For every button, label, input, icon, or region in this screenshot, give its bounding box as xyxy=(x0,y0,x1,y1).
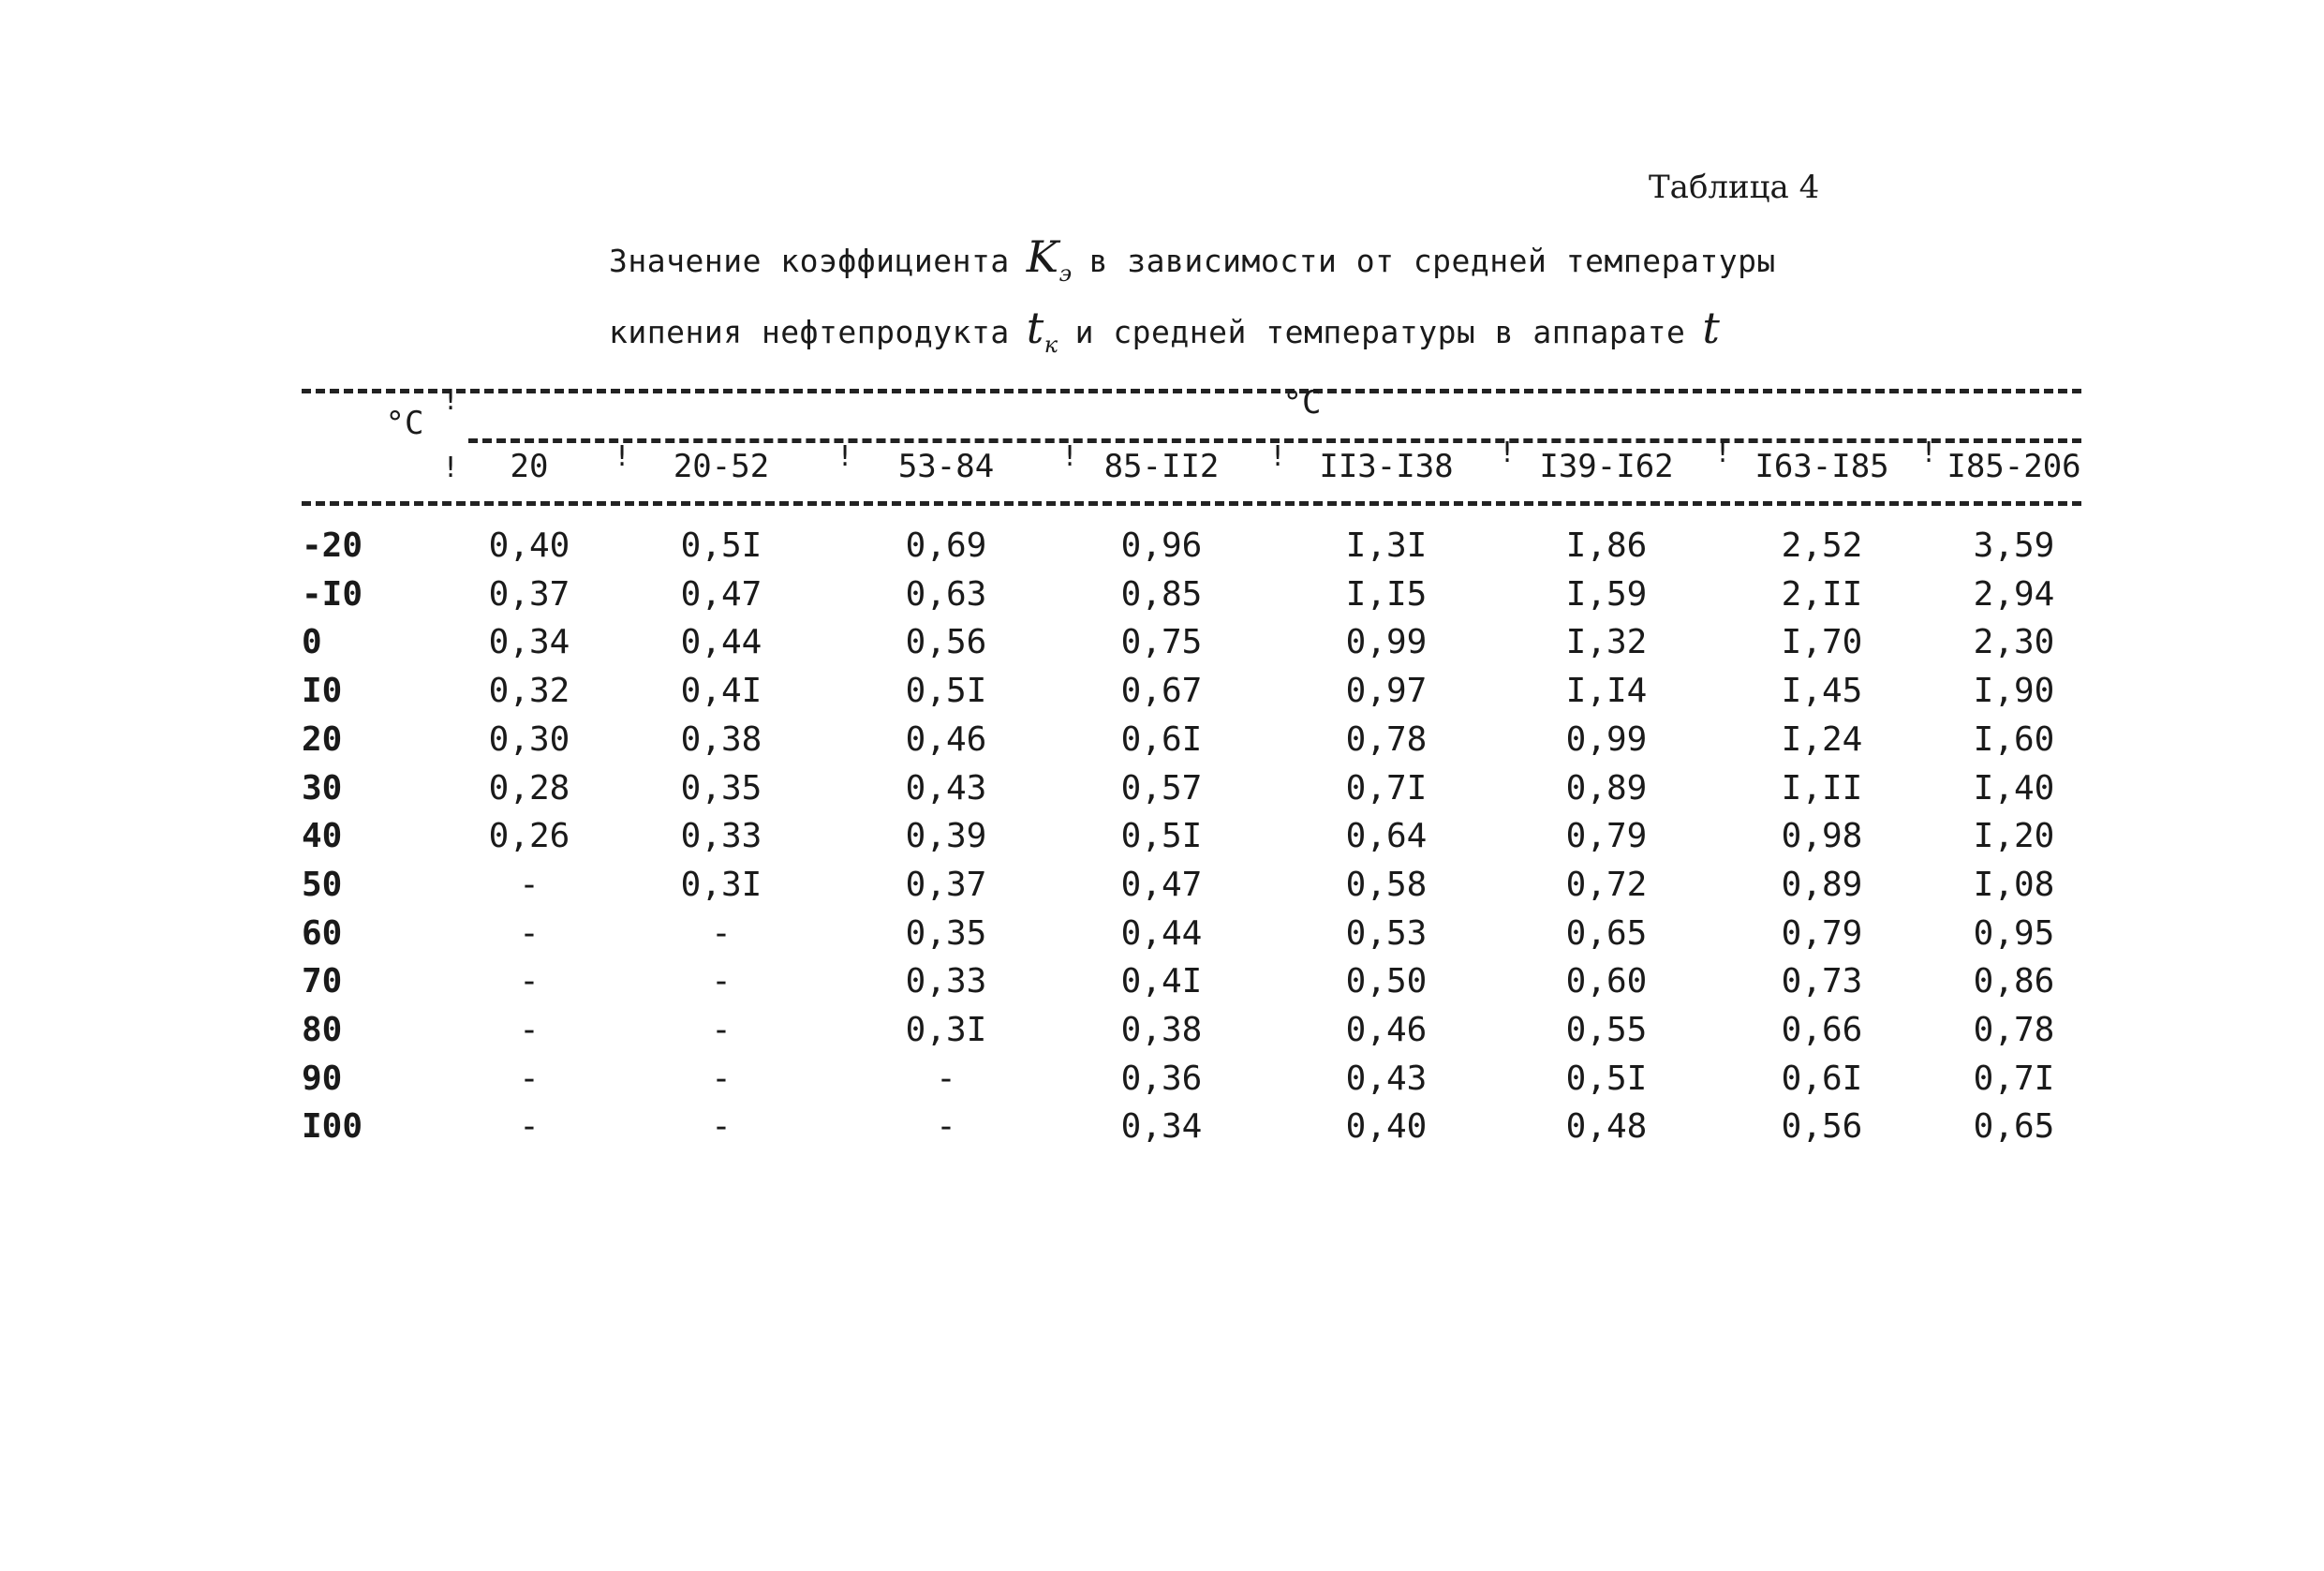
table-cell: 0,44 xyxy=(680,623,762,662)
table-cell: I,40 xyxy=(1973,768,2055,808)
table-cell: 0,32 xyxy=(488,672,570,711)
table-cell: 0,34 xyxy=(488,623,570,662)
table-top-rule xyxy=(302,389,2081,393)
table-cell: 0,5I xyxy=(680,526,762,565)
table-cell: 0,40 xyxy=(1345,1107,1428,1147)
table-cell: 0,53 xyxy=(1345,913,1428,953)
table-cell: 0,58 xyxy=(1345,865,1428,904)
column-separator: ! xyxy=(1499,437,1517,469)
table-cell: 0,95 xyxy=(1973,913,2055,953)
table-cell: I,60 xyxy=(1973,719,2055,759)
table-cell: 0,47 xyxy=(680,574,762,614)
table-cell: I,32 xyxy=(1565,623,1648,662)
table-cell: 0,46 xyxy=(905,719,987,759)
table-cell: I,59 xyxy=(1565,574,1648,614)
table-cell: I,I5 xyxy=(1345,574,1428,614)
row-temperature: 0 xyxy=(302,623,322,662)
column-header: 85-II2 xyxy=(1103,448,1220,485)
column-separator: ! xyxy=(836,440,854,473)
table-cell: - xyxy=(711,1059,732,1098)
table-cell: 0,98 xyxy=(1781,817,1863,856)
table-row xyxy=(0,575,2324,624)
table-cell: - xyxy=(711,1107,732,1147)
table-cell: 0,33 xyxy=(680,817,762,856)
table-row xyxy=(0,1060,2324,1108)
table-cell: I,I4 xyxy=(1565,672,1648,711)
table-cell: 0,99 xyxy=(1565,719,1648,759)
table-header-bottom-rule xyxy=(302,501,2081,506)
column-separator: ! xyxy=(614,440,631,473)
table-cell: - xyxy=(519,1107,540,1147)
row-temperature: 80 xyxy=(302,1011,343,1049)
row-temperature: 90 xyxy=(302,1059,343,1098)
table-cell: 2,II xyxy=(1781,574,1863,614)
table-row xyxy=(0,866,2324,914)
table-cell: 0,96 xyxy=(1120,526,1203,565)
row-temperature: -I0 xyxy=(302,574,363,614)
table-cell: 0,67 xyxy=(1120,672,1203,711)
table-cell: 0,47 xyxy=(1120,865,1203,904)
table-row xyxy=(0,769,2324,818)
column-separator: ! xyxy=(442,384,460,417)
row-temperature: 60 xyxy=(302,913,343,953)
table-cell: 0,38 xyxy=(680,719,762,759)
caption-line-1 xyxy=(609,230,1920,301)
table-row xyxy=(0,1107,2324,1156)
table-cell: - xyxy=(519,913,540,953)
table-cell: 0,56 xyxy=(905,623,987,662)
column-header: II3-I38 xyxy=(1319,448,1454,485)
row-temperature: 40 xyxy=(302,817,343,856)
table-cell: 0,39 xyxy=(905,817,987,856)
caption-line-2 xyxy=(609,301,1920,372)
table-caption xyxy=(609,230,1920,372)
column-separator: ! xyxy=(1269,440,1287,473)
table-cell: 0,44 xyxy=(1120,913,1203,953)
table-cell: 0,5I xyxy=(905,672,987,711)
table-cell: I,45 xyxy=(1781,672,1863,711)
table-cell: 2,94 xyxy=(1973,574,2055,614)
table-cell: 0,73 xyxy=(1781,962,1863,1001)
table-cell: 0,55 xyxy=(1565,1011,1648,1049)
row-temperature: I0 xyxy=(302,672,343,711)
table-cell: 0,37 xyxy=(905,865,987,904)
table-cell: 0,89 xyxy=(1781,865,1863,904)
table-cell: 0,30 xyxy=(488,719,570,759)
row-temperature: 20 xyxy=(302,719,343,759)
caption-text: и средней температуры в аппарате xyxy=(1074,314,1686,350)
coefficient-symbol: $K_э$ xyxy=(1026,231,1073,287)
table-cell: - xyxy=(519,1011,540,1049)
table-cell: 0,36 xyxy=(1120,1059,1203,1098)
table-row xyxy=(0,672,2324,720)
table-cell: 0,3I xyxy=(905,1011,987,1049)
table-cell: 0,64 xyxy=(1345,817,1428,856)
table-cell: 0,38 xyxy=(1120,1011,1203,1049)
table-cell: 2,52 xyxy=(1781,526,1863,565)
table-cell: 0,72 xyxy=(1565,865,1648,904)
column-header: I39-I62 xyxy=(1539,448,1674,485)
row-temperature: 70 xyxy=(302,962,343,1001)
table-cell: 0,85 xyxy=(1120,574,1203,614)
table-cell: 0,3I xyxy=(680,865,762,904)
table-cell: 0,65 xyxy=(1973,1107,2055,1147)
table-cell: 0,34 xyxy=(1120,1107,1203,1147)
table-cell: 0,79 xyxy=(1565,817,1648,856)
table-row xyxy=(0,1011,2324,1060)
table-cell: 0,60 xyxy=(1565,962,1648,1001)
table-cell: 0,86 xyxy=(1973,962,2055,1001)
table-cell: I,70 xyxy=(1781,623,1863,662)
table-cell: I,86 xyxy=(1565,526,1648,565)
table-cell: - xyxy=(711,1011,732,1049)
column-header: I63-I85 xyxy=(1754,448,1889,485)
table-cell: - xyxy=(519,1059,540,1098)
table-number: Таблица 4 xyxy=(1649,169,1820,206)
table-cell: 0,5I xyxy=(1565,1059,1648,1098)
row-temperature: 30 xyxy=(302,768,343,808)
table-cell: 2,30 xyxy=(1973,623,2055,662)
table-cell: 3,59 xyxy=(1973,526,2055,565)
table-cell: 0,4I xyxy=(1120,962,1203,1001)
table-cell: 0,6I xyxy=(1120,719,1203,759)
caption-text: в зависимости от средней температуры xyxy=(1088,243,1776,279)
column-separator: ! xyxy=(442,452,460,484)
table-cell: 0,4I xyxy=(680,672,762,711)
table-cell: - xyxy=(936,1107,956,1147)
table-cell: 0,65 xyxy=(1565,913,1648,953)
column-header: 20 xyxy=(510,448,549,485)
table-cell: 0,7I xyxy=(1973,1059,2055,1098)
table-cell: I,20 xyxy=(1973,817,2055,856)
column-header: 53-84 xyxy=(897,448,995,485)
table-row xyxy=(0,914,2324,963)
table-cell: 0,6I xyxy=(1781,1059,1863,1098)
table-cell: 0,35 xyxy=(905,913,987,953)
column-unit-label: °C xyxy=(1282,384,1322,422)
table-cell: 0,46 xyxy=(1345,1011,1428,1049)
table-cell: 0,35 xyxy=(680,768,762,808)
table-cell: 0,43 xyxy=(1345,1059,1428,1098)
column-separator: ! xyxy=(1061,440,1079,473)
table-cell: - xyxy=(936,1059,956,1098)
table-cell: 0,48 xyxy=(1565,1107,1648,1147)
table-cell: - xyxy=(711,913,732,953)
column-separator: ! xyxy=(1714,437,1732,469)
table-cell: 0,57 xyxy=(1120,768,1203,808)
table-cell: 0,63 xyxy=(905,574,987,614)
table-cell: 0,43 xyxy=(905,768,987,808)
table-cell: 0,56 xyxy=(1781,1107,1863,1147)
column-header: 20-52 xyxy=(673,448,770,485)
table-row xyxy=(0,623,2324,672)
table-row xyxy=(0,817,2324,866)
table-cell: 0,78 xyxy=(1345,719,1428,759)
table-cell: I,24 xyxy=(1781,719,1863,759)
table-cell: 0,75 xyxy=(1120,623,1203,662)
table-cell: - xyxy=(711,962,732,1001)
table-row xyxy=(0,526,2324,575)
table-cell: - xyxy=(519,962,540,1001)
column-separator: ! xyxy=(1920,437,1938,469)
table-cell: 0,50 xyxy=(1345,962,1428,1001)
table-cell: I,08 xyxy=(1973,865,2055,904)
table-cell: 0,79 xyxy=(1781,913,1863,953)
table-cell: I,II xyxy=(1781,768,1863,808)
table-cell: 0,40 xyxy=(488,526,570,565)
table-cell: - xyxy=(519,865,540,904)
table-cell: 0,69 xyxy=(905,526,987,565)
table-cell: 0,66 xyxy=(1781,1011,1863,1049)
table-row xyxy=(0,962,2324,1011)
table-cell: I,90 xyxy=(1973,672,2055,711)
caption-text: Значение коэффициента xyxy=(609,243,1010,279)
table-cell: 0,78 xyxy=(1973,1011,2055,1049)
table-row xyxy=(0,720,2324,769)
caption-text: кипения нефтепродукта xyxy=(609,314,1010,350)
table-cell: 0,7I xyxy=(1345,768,1428,808)
row-temperature: -20 xyxy=(302,526,363,565)
table-cell: I,3I xyxy=(1345,526,1428,565)
row-temperature: I00 xyxy=(302,1107,363,1147)
table-cell: 0,37 xyxy=(488,574,570,614)
table-cell: 0,99 xyxy=(1345,623,1428,662)
table-cell: 0,26 xyxy=(488,817,570,856)
table-cell: 0,33 xyxy=(905,962,987,1001)
column-header: I85-206 xyxy=(1947,448,2081,485)
table-cell: 0,97 xyxy=(1345,672,1428,711)
table-cell: 0,5I xyxy=(1120,817,1203,856)
row-temperature: 50 xyxy=(302,865,343,904)
table-cell: 0,28 xyxy=(488,768,570,808)
boiling-temp-symbol: $t_к$ xyxy=(1026,303,1058,358)
table-cell: 0,89 xyxy=(1565,768,1648,808)
apparatus-temp-symbol: t xyxy=(1702,303,1721,353)
row-unit-label: °C xyxy=(385,405,424,442)
